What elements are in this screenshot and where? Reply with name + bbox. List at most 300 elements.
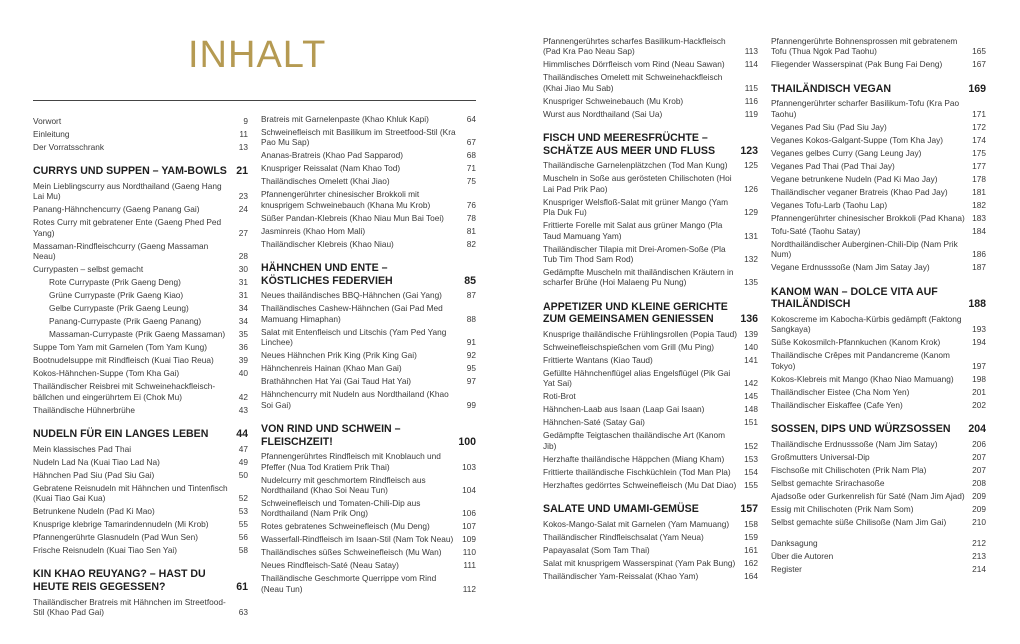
toc-page-number: 139: [744, 329, 758, 340]
toc-entry-title: Frittierte thailändische Fischküchlein (Tod Man Pla): [543, 466, 731, 477]
toc-page-number: 97: [466, 376, 476, 387]
toc-entry: [261, 363, 476, 373]
toc-page-number: 202: [972, 399, 986, 410]
toc-entry-title: Veganes gelbes Curry (Gang Leung Jay): [771, 147, 922, 158]
toc-entry: [33, 405, 248, 415]
toc-page-number: 78: [466, 212, 476, 223]
toc-page-number: 183: [972, 212, 986, 223]
toc-spacer: [771, 530, 986, 538]
toc-entry: [771, 187, 986, 197]
toc-entry: [543, 36, 758, 57]
toc-page-number: 152: [744, 440, 758, 451]
toc-entry: [543, 342, 758, 352]
toc-page-number: 208: [972, 477, 986, 488]
toc-entry: [771, 135, 986, 145]
toc-entry: [33, 264, 248, 274]
toc-entry-title: SALATE UND UMAMI-GEMÜSE: [543, 503, 699, 516]
toc-entry-title: Vorwort: [33, 116, 62, 126]
toc-entry: [771, 452, 986, 462]
toc-entry: [771, 314, 986, 335]
toc-entry: [771, 387, 986, 397]
toc-entry: [771, 239, 986, 260]
toc-column-3: [543, 36, 758, 584]
toc-entry-title: Currypasten – selbst gemacht: [33, 264, 144, 275]
toc-page-number: 104: [462, 485, 476, 496]
toc-entry-title: Knuspriger Schweinebauch (Mu Krob): [543, 95, 684, 106]
toc-page-number: 136: [740, 313, 758, 326]
toc-entry: [543, 220, 758, 241]
toc-entry-title: Ananas-Bratreis (Khao Pad Sapparod): [261, 150, 404, 161]
toc-entry-title: Thailändischer Klebreis (Khao Niau): [261, 238, 394, 249]
toc-entry-title: Großmutters Universal-Dip: [771, 451, 870, 462]
toc-page-number: 214: [972, 563, 986, 574]
toc-entry: [33, 241, 248, 262]
toc-entry-title: Thailändische Hühnerbrühe: [33, 404, 135, 415]
toc-page-number: 153: [744, 453, 758, 464]
toc-page-number: 81: [466, 225, 476, 236]
toc-entry-title: Salat mit knusprigem Wasserspinat (Yam Pak Bung): [543, 557, 736, 568]
toc-entry: [771, 551, 986, 561]
toc-page-number: 159: [744, 531, 758, 542]
toc-entry: [261, 213, 476, 223]
toc-page-number: 82: [466, 238, 476, 249]
toc-entry: [771, 439, 986, 449]
toc-entry-title: Selbst gemachte süße Chilisoße (Nam Jim Gai): [771, 516, 947, 527]
toc-entry: [261, 350, 476, 360]
toc-page-number: 204: [968, 423, 986, 436]
toc-page-number: 186: [972, 249, 986, 260]
toc-entry-title: Über die Autoren: [771, 550, 834, 561]
toc-page-number: 207: [972, 451, 986, 462]
toc-entry-title: Hähnchen-Saté (Satay Gai): [543, 417, 645, 428]
toc-entry-title: Thailändischer Tilapia mit Drei-Aromen-Soße (Pla Tub Tim Thod Sam Rod): [543, 243, 726, 265]
toc-entry-title: Knusprige thailändische Frühlingsrollen (Popia Taud): [543, 329, 738, 340]
toc-entry-title: Thailändische Garnelenplätzchen (Tod Man Kung): [543, 160, 728, 171]
toc-page-number: 114: [744, 59, 758, 70]
toc-page-number: 207: [972, 464, 986, 475]
toc-entry-title: Thailändische Erdnusssoße (Nam Jim Satay): [771, 438, 938, 449]
toc-page-number: 112: [462, 583, 476, 594]
toc-subentry: [33, 290, 248, 300]
toc-entry: [771, 213, 986, 223]
toc-entry-title: Bratreis mit Garnelenpaste (Khao Khluk Kapi): [261, 114, 429, 124]
toc-page-number: 11: [239, 129, 248, 139]
toc-page-number: 187: [972, 262, 986, 273]
toc-page-number: 113: [744, 46, 758, 57]
toc-entry: [543, 404, 758, 414]
toc-subentry: [33, 277, 248, 287]
toc-entry-title: Rote Currypaste (Prik Gaeng Deng): [49, 277, 181, 288]
right-page: [515, 0, 1020, 644]
toc-page-number: 209: [972, 503, 986, 514]
toc-page-number: 110: [462, 547, 476, 558]
toc-page-number: 171: [972, 108, 986, 119]
toc-entry-title: Einleitung: [33, 129, 70, 139]
toc-entry-title: Frittierte Forelle mit Salat aus grüner Mango (Pla Taud Mamuang Yam): [543, 220, 723, 241]
toc-page-number: 47: [238, 443, 248, 454]
toc-entry-title: Gelbe Currypaste (Prik Gaeng Leung): [49, 303, 189, 314]
toc-entry: [771, 465, 986, 475]
toc-entry: [261, 150, 476, 160]
toc-page-number: 61: [236, 581, 248, 594]
toc-column-2: [261, 114, 476, 597]
toc-page-number: 23: [238, 191, 248, 202]
toc-subentry: [33, 316, 248, 326]
toc-page-number: 178: [972, 173, 986, 184]
toc-entry: [771, 98, 986, 119]
toc-page-number: 206: [972, 438, 986, 449]
toc-entry: [543, 430, 758, 451]
toc-entry-title: Kokos-Mango-Salat mit Garnelen (Yam Mamuang): [543, 518, 730, 529]
toc-entry-title: Roti-Brot: [543, 391, 576, 402]
toc-page-number: 31: [238, 277, 248, 288]
toc-page-number: 95: [466, 363, 476, 374]
toc-entry-title: Gedämpfte Teigtaschen thailändische Art (Kanom Jib): [543, 430, 726, 451]
toc-entry-title: Herzhafte thailändische Häppchen (Miang Kham): [543, 453, 725, 464]
toc-page-number: 175: [972, 147, 986, 158]
title-rule: [33, 100, 476, 101]
toc-entry-title: Pfannengerührtes Rindfleisch mit Knoblauch und Pfeffer (Nua Tod Kratiem Prik Thai): [261, 451, 441, 472]
toc-page-number: 115: [744, 82, 758, 93]
toc-entry-title: Thailändisches Omelett (Khai Jiao): [261, 176, 390, 187]
toc-page-number: 125: [744, 160, 758, 171]
toc-page-number: 107: [462, 521, 476, 532]
toc-entry: [771, 491, 986, 501]
toc-page-number: 53: [238, 506, 248, 517]
toc-entry-title: Brathähnchen Hat Yai (Gai Taud Hat Yai): [261, 376, 412, 387]
toc-entry: [543, 571, 758, 581]
toc-section-heading: [33, 165, 248, 178]
toc-entry-title: Thailändisches süßes Schweinefleisch (Mu Wan): [261, 547, 442, 558]
toc-entry: [261, 547, 476, 557]
toc-entry: [33, 457, 248, 467]
toc-page-number: 35: [238, 329, 248, 340]
toc-page-number: 21: [236, 165, 248, 178]
toc-entry-title: Jasminreis (Khao Hom Mali): [261, 225, 366, 236]
toc-page-number: 151: [744, 417, 758, 428]
toc-entry-title: Pfannengerührte Bohnensprossen mit gebratenem Tofu (Thua Ngok Pad Taohu): [771, 36, 958, 57]
toc-page-number: 174: [972, 134, 986, 145]
toc-entry: [771, 478, 986, 488]
toc-page-number: 99: [466, 399, 476, 410]
toc-page-number: 49: [238, 456, 248, 467]
toc-entry-title: Panang-Currypaste (Prik Gaeng Panang): [49, 316, 202, 327]
toc-page-number: 111: [463, 560, 476, 571]
toc-entry-title: Panang-Hähnchencurry (Gaeng Panang Gai): [33, 204, 200, 215]
toc-page-number: 106: [462, 508, 476, 519]
toc-page-number: 116: [744, 95, 758, 106]
toc-entry: [33, 181, 248, 202]
toc-page-number: 148: [744, 404, 758, 415]
toc-entry-title: Herzhaftes gedörrtes Schweinefleisch (Mu Dat Diao): [543, 479, 737, 490]
toc-entry: [261, 534, 476, 544]
toc-section-heading: [771, 286, 986, 311]
toc-page-number: 184: [972, 225, 986, 236]
toc-entry: [543, 267, 758, 288]
toc-entry-title: Süßer Pandan-Klebreis (Khao Niau Mun Bai Toei): [261, 212, 444, 223]
toc-section-heading: [543, 503, 758, 516]
toc-page-number: 92: [466, 350, 476, 361]
toc-subentry: [33, 329, 248, 339]
toc-entry: [543, 329, 758, 339]
toc-entry-title: Massaman-Rindfleischcurry (Gaeng Massaman Neau): [33, 240, 209, 262]
toc-section-heading: [543, 132, 758, 157]
toc-section-heading: [771, 83, 986, 96]
toc-page-number: 58: [238, 545, 248, 556]
toc-page-number: 109: [462, 534, 476, 545]
toc-entry-title: Tofu-Saté (Taohu Satay): [771, 225, 861, 236]
toc-entry: [33, 381, 248, 402]
toc-page-number: 9: [243, 116, 248, 126]
toc-entry: [261, 303, 476, 324]
toc-entry-title: Knuspriger Welsfloß-Salat mit grüner Mango (Yam Pla Duk Fu): [543, 196, 729, 218]
toc-entry: [33, 532, 248, 542]
toc-entry: [771, 564, 986, 574]
toc-entry: [543, 391, 758, 401]
toc-page-number: 198: [972, 373, 986, 384]
toc-entry-title: FISCH UND MEERESFRÜCHTE – SCHÄTZE AUS MEER UND FLUSS: [543, 132, 716, 157]
toc-entry: [771, 174, 986, 184]
toc-entry: [771, 122, 986, 132]
toc-entry-title: Thailändischer Eistee (Cha Nom Yen): [771, 386, 910, 397]
toc-entry: [261, 176, 476, 186]
toc-entry-title: Massaman-Currypaste (Prik Gaeng Massaman): [49, 329, 226, 340]
toc-page-number: 162: [744, 557, 758, 568]
toc-entry-title: Himmlisches Dörrfleisch vom Rind (Neau Sawan): [543, 59, 725, 70]
toc-entry-title: Rotes Curry mit gebratener Ente (Gaeng Phed Ped Yang): [33, 217, 222, 238]
toc-entry: [771, 161, 986, 171]
toc-entry-title: Thailändisches Omelett mit Schweinehackfleisch (Khai Jiao Mu Sab): [543, 72, 723, 93]
toc-entry: [33, 483, 248, 504]
toc-entry: [33, 217, 248, 238]
toc-entry-title: Betrunkene Nudeln (Pad Ki Mao): [33, 506, 155, 517]
toc-entry-title: Neues thailändisches BBQ-Hähnchen (Gai Yang): [261, 290, 442, 301]
toc-page-number: 40: [238, 368, 248, 379]
left-page: [0, 0, 505, 644]
toc-entry-title: Der Vorratsschrank: [33, 142, 105, 152]
toc-entry-title: Salat mit Entenfleisch und Litschis (Yam Ped Yang Linchee): [261, 326, 447, 348]
toc-entry-title: Pfannengerührtes scharfes Basilikum-Hackfleisch (Pad Kra Pao Neau Sap): [543, 36, 726, 57]
toc-entry-title: Schweinefleischspießchen vom Grill (Mu Ping): [543, 342, 715, 353]
toc-page-number: 188: [968, 298, 986, 311]
toc-page-number: 67: [466, 137, 476, 148]
toc-entry-title: Rotes gebratenes Schweinefleisch (Mu Deng): [261, 521, 430, 532]
toc-page-number: 52: [238, 493, 248, 504]
toc-entry: [771, 504, 986, 514]
toc-entry: [771, 337, 986, 347]
toc-page-number: 68: [466, 150, 476, 161]
toc-entry-title: Mein klassisches Pad Thai: [33, 443, 132, 454]
toc-page-number: 13: [238, 142, 248, 152]
toc-page-number: 50: [238, 469, 248, 480]
toc-entry: [261, 226, 476, 236]
toc-subentry: [33, 303, 248, 313]
toc-page-number: 193: [972, 324, 986, 335]
toc-entry-title: Bootnudelsuppe mit Rindfleisch (Kuai Tiao Reua): [33, 355, 214, 366]
toc-page-number: 181: [972, 186, 986, 197]
toc-page-number: 34: [238, 316, 248, 327]
toc-entry: [261, 560, 476, 570]
toc-entry-title: Kokoscreme im Kabocha-Kürbis gedämpft (Faktong Sangkaya): [771, 313, 962, 335]
toc-entry-title: Knuspriger Reissalat (Nam Khao Tod): [261, 163, 401, 174]
toc-entry: [33, 129, 248, 139]
toc-entry: [771, 36, 986, 57]
toc-entry: [33, 545, 248, 555]
toc-entry-title: Nudeln Lad Na (Kuai Tiao Lad Na): [33, 456, 160, 467]
toc-entry: [543, 173, 758, 194]
toc-entry: [771, 200, 986, 210]
toc-entry-title: CURRYS UND SUPPEN – YAM-BOWLS: [33, 165, 227, 178]
toc-entry-title: Veganes Pad Siu (Pad Siu Jay): [771, 121, 887, 132]
toc-page-number: 56: [238, 532, 248, 543]
toc-entry-title: Pfannengerührter scharfer Basilikum-Tofu (Kra Pao Taohu): [771, 98, 960, 119]
toc-entry-title: Kokos-Hähnchen-Suppe (Tom Kha Gai): [33, 368, 180, 379]
toc-entry: [771, 226, 986, 236]
toc-section-heading: [771, 423, 986, 436]
toc-page-number: 132: [744, 254, 758, 265]
toc-entry-title: Neues Rindfleisch-Saté (Neau Satay): [261, 560, 399, 571]
toc-page-number: 43: [238, 404, 248, 415]
toc-entry-title: Knusprige klebrige Tamarindennudeln (Mi Krob): [33, 519, 209, 530]
toc-section-heading: [543, 301, 758, 326]
toc-page-number: 177: [972, 160, 986, 171]
toc-page-number: 87: [466, 290, 476, 301]
toc-entry: [543, 72, 758, 93]
toc-entry-title: VON RIND UND SCHWEIN – FLEISCHZEIT!: [261, 423, 401, 448]
toc-entry: [261, 290, 476, 300]
toc-entry-title: Essig mit Chilischoten (Prik Nam Som): [771, 503, 914, 514]
toc-entry: [33, 519, 248, 529]
toc-entry: [543, 519, 758, 529]
toc-entry-title: Frische Reisnudeln (Kuai Tiao Sen Yai): [33, 545, 178, 556]
toc-entry: [543, 467, 758, 477]
toc-entry: [33, 444, 248, 454]
toc-entry-title: THAILÄNDISCH VEGAN: [771, 82, 892, 95]
toc-page-number: 157: [740, 503, 758, 516]
toc-entry-title: Mein Lieblingscurry aus Nordthailand (Gaeng Hang Lai Mu): [33, 181, 222, 202]
toc-page-number: 44: [236, 428, 248, 441]
toc-entry-title: Gebratene Reisnudeln mit Hähnchen und Tintenfisch (Kuai Tiao Gai Kua): [33, 482, 228, 504]
toc-entry-title: Pfannengerührter chinesischer Brokkoli mit knusprigem Schweinebauch (Khana Mu Krob): [261, 189, 431, 210]
toc-page-number: 209: [972, 490, 986, 501]
toc-entry: [543, 244, 758, 265]
toc-page-number: 28: [238, 251, 248, 262]
toc-entry-title: Veganes Tofu-Larb (Taohu Lap): [771, 199, 888, 210]
toc-entry: [261, 127, 476, 148]
toc-entry-title: Schweinefleisch mit Basilikum im Streetfood-Stil (Kra Pao Mu Sap): [261, 127, 456, 148]
toc-entry-title: Ajadsoße oder Gurkenrelish für Saté (Nam Jim Ajad): [771, 490, 965, 501]
toc-page-number: 212: [972, 537, 986, 548]
toc-entry: [543, 532, 758, 542]
toc-section-heading: [261, 262, 476, 287]
toc-page-number: 164: [744, 570, 758, 581]
toc-entry: [543, 197, 758, 218]
toc-entry: [771, 350, 986, 371]
toc-page-number: 71: [466, 163, 476, 174]
toc-entry-title: Papayasalat (Som Tam Thai): [543, 544, 650, 555]
toc-entry-title: Kokos-Klebreis mit Mango (Khao Niao Mamuang): [771, 373, 954, 384]
toc-entry-title: APPETIZER UND KLEINE GERICHTE ZUM GEMEINSAMEN GENIESSEN: [543, 300, 728, 326]
toc-entry: [261, 114, 476, 124]
toc-page-number: 34: [238, 303, 248, 314]
toc-entry: [543, 545, 758, 555]
toc-entry-title: KIN KHAO REUYANG? – HAST DU HEUTE REIS GEGESSEN?: [33, 568, 206, 594]
toc-entry: [261, 239, 476, 249]
toc-entry: [261, 189, 476, 210]
toc-page-number: 31: [238, 290, 248, 301]
toc-section-heading: [33, 568, 248, 593]
toc-entry-title: Neues Hähnchen Prik King (Prik King Gai): [261, 350, 417, 361]
toc-entry-title: Fliegender Wasserspinat (Pak Bung Fai Deng): [771, 59, 943, 70]
toc-entry: [261, 163, 476, 173]
toc-page-number: 141: [744, 355, 758, 366]
toc-entry-title: KANOM WAN – DOLCE VITA AUF THAILÄNDISCH: [771, 285, 938, 311]
toc-section-heading: [261, 423, 476, 448]
toc-entry-title: Pfannengerührte Glasnudeln (Pad Wun Sen): [33, 532, 198, 543]
toc-entry-title: Selbst gemachte Srirachasoße: [771, 477, 885, 488]
toc-entry: [261, 451, 476, 472]
toc-entry: [543, 96, 758, 106]
toc-entry-title: Veganes Pad Thai (Pad Thai Jay): [771, 160, 895, 171]
toc-page-number: 210: [972, 516, 986, 527]
toc-entry-title: Suppe Tom Yam mit Garnelen (Tom Yam Kung): [33, 342, 208, 353]
toc-entry-title: Pfannengerührter chinesischer Brokkoli (Pad Khana): [771, 212, 965, 223]
toc-page-number: 88: [466, 313, 476, 324]
toc-page-number: 27: [238, 227, 248, 238]
toc-entry: [33, 597, 248, 618]
toc-entry-title: Thailändische Crêpes mit Pandancreme (Kanom Tokyo): [771, 350, 950, 371]
toc-page-number: 131: [744, 230, 758, 241]
toc-entry: [543, 59, 758, 69]
toc-entry-title: Fischsoße mit Chilischoten (Prik Nam Pla): [771, 464, 927, 475]
toc-page-number: 142: [744, 378, 758, 389]
toc-column-1: [33, 116, 248, 620]
toc-page-number: 155: [744, 479, 758, 490]
toc-page-number: 169: [968, 82, 986, 95]
toc-entry: [261, 389, 476, 410]
toc-entry: [261, 376, 476, 386]
toc-page-number: 42: [238, 391, 248, 402]
toc-page-number: 161: [744, 544, 758, 555]
toc-page-number: 165: [972, 46, 986, 57]
toc-entry: [261, 327, 476, 348]
toc-entry-title: Grüne Currypaste (Prik Gaeng Kiao): [49, 290, 184, 301]
toc-entry-title: Wasserfall-Rindfleisch im Isaan-Stil (Nam Tok Neau): [261, 534, 454, 545]
toc-entry: [543, 558, 758, 568]
toc-page-number: 197: [972, 360, 986, 371]
toc-entry: [261, 573, 476, 594]
toc-entry-title: Thailändischer Eiskaffee (Cafe Yen): [771, 399, 903, 410]
toc-entry: [543, 160, 758, 170]
toc-entry: [33, 470, 248, 480]
toc-page-number: 91: [466, 337, 476, 348]
toc-entry: [771, 400, 986, 410]
toc-entry: [771, 374, 986, 384]
toc-entry-title: Veganes Kokos-Galgant-Suppe (Tom Kha Jay): [771, 134, 944, 145]
toc-entry-title: Hähnchen Pad Siu (Pad Siu Gai): [33, 469, 155, 480]
toc-page-number: 36: [238, 342, 248, 353]
toc-page-number: 85: [464, 274, 476, 287]
toc-entry: [771, 517, 986, 527]
toc-entry-title: Gedämpfte Muscheln mit thailändischen Kräutern in scharfer Brühe (Hoi Malaeng Pu Nung): [543, 267, 734, 288]
toc-page-number: 103: [462, 461, 476, 472]
toc-page-number: 201: [972, 386, 986, 397]
toc-entry: [543, 480, 758, 490]
toc-page-number: 140: [744, 342, 758, 353]
toc-entry: [261, 521, 476, 531]
toc-entry-title: Schweinefleisch und Tomaten-Chili-Dip aus Nordthailand (Nam Prik Ong): [261, 498, 421, 519]
toc-page-number: 30: [238, 264, 248, 275]
